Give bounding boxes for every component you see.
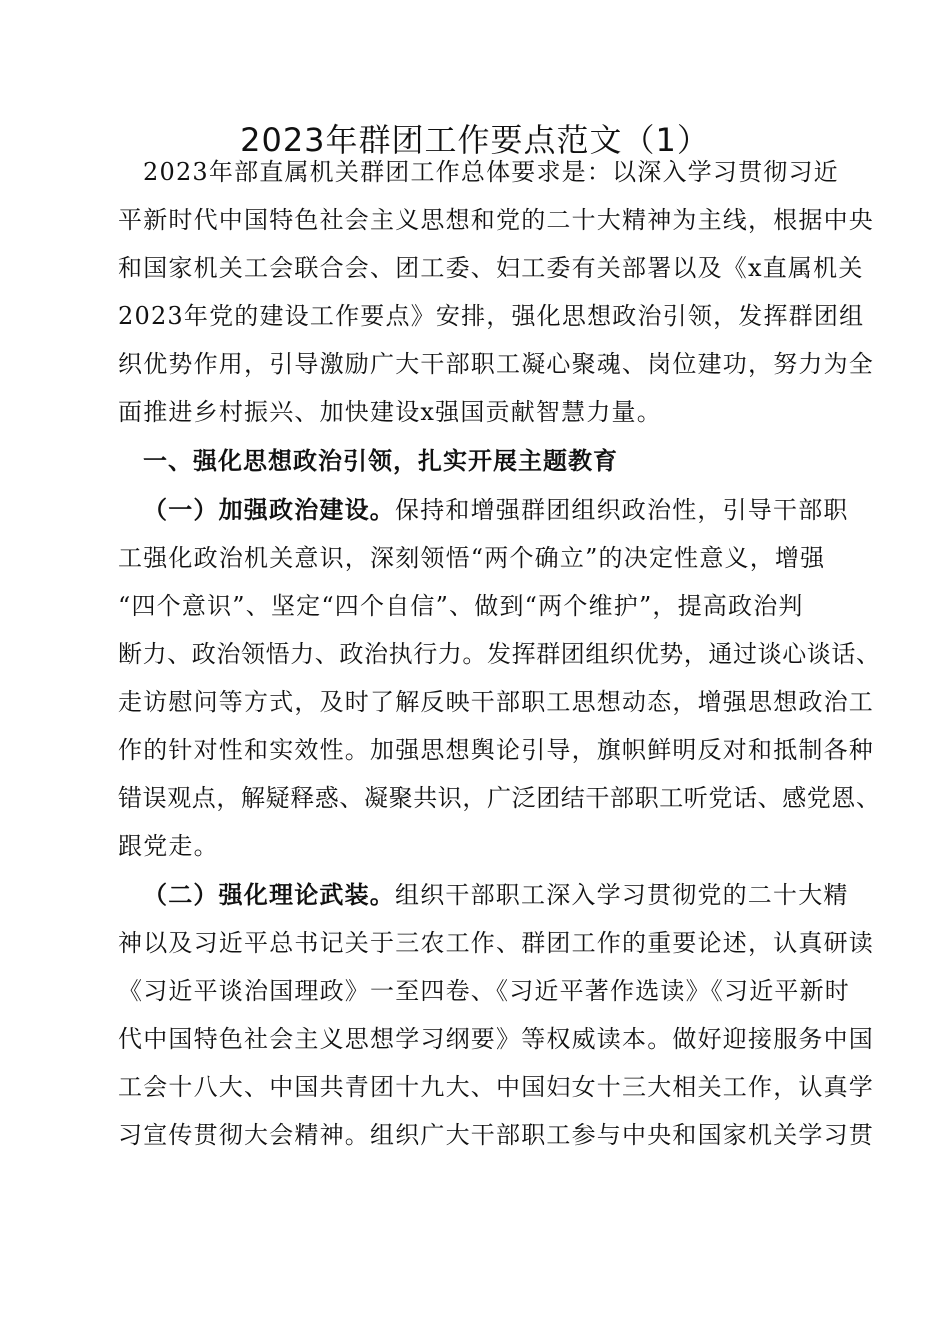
- item-2-lead: （二）强化理论武装。: [143, 881, 395, 909]
- item-2-line-5: 工会十八大、中国共青团十九大、中国妇女十三大相关工作，认真学: [118, 1073, 874, 1101]
- item-2-line-3: 《习近平谈治国理政》一至四卷、《习近平著作选读》《习近平新时: [118, 977, 850, 1005]
- item-1-line-2: 工强化政治机关意识，深刻领悟“两个确立”的决定性意义，增强: [118, 544, 826, 572]
- item-1-first-line-text: 保持和增强群团组织政治性，引导干部职: [395, 496, 849, 524]
- intro-line-2: 平新时代中国特色社会主义思想和党的二十大精神为主线，根据中央: [118, 206, 874, 234]
- intro-line-1: 2023年部直属机关群团工作总体要求是：以深入学习贯彻习近: [143, 158, 839, 186]
- item-2-line-2: 神以及习近平总书记关于三农工作、群团工作的重要论述，认真研读: [118, 929, 874, 957]
- item-1-lead: （一）加强政治建设。: [143, 496, 395, 524]
- item-2-line-6: 习宣传贯彻大会精神。组织广大干部职工参与中央和国家机关学习贯: [118, 1121, 874, 1149]
- intro-line-3: 和国家机关工会联合会、团工委、妇工委有关部署以及《x直属机关: [118, 254, 864, 282]
- item-1-line-4: 断力、政治领悟力、政治执行力。发挥群团组织优势，通过谈心谈话、: [118, 640, 881, 668]
- item-2-line-4: 代中国特色社会主义思想学习纲要》等权威读本。做好迎接服务中国: [118, 1025, 874, 1053]
- item-2-first-line: [143, 880, 849, 910]
- item-1-line-7: 错误观点，解疑释惑、凝聚共识，广泛团结干部职工听党话、感党恩、: [118, 784, 881, 812]
- section-heading-1: 一、强化思想政治引领，扎实开展主题教育: [143, 447, 618, 475]
- item-1-first-line: [143, 495, 849, 525]
- page-title: 2023年群团工作要点范文（1）: [240, 121, 710, 159]
- intro-line-4: 2023年党的建设工作要点》安排，强化思想政治引领，发挥群团组: [118, 302, 865, 330]
- item-1-line-3: “四个意识”、坚定“四个自信”、做到“两个维护”，提高政治判: [118, 592, 804, 620]
- intro-line-6: 面推进乡村振兴、加快建设x强国贡献智慧力量。: [118, 398, 662, 426]
- item-1-line-5: 走访慰问等方式，及时了解反映干部职工思想动态，增强思想政治工: [118, 688, 874, 716]
- item-1-line-8: 跟党走。: [118, 832, 219, 860]
- item-1-line-6: 作的针对性和实效性。加强思想舆论引导，旗帜鲜明反对和抵制各种: [118, 736, 874, 764]
- item-2-first-line-text: 组织干部职工深入学习贯彻党的二十大精: [395, 881, 849, 909]
- intro-line-5: 织优势作用，引导激励广大干部职工凝心聚魂、岗位建功，努力为全: [118, 350, 874, 378]
